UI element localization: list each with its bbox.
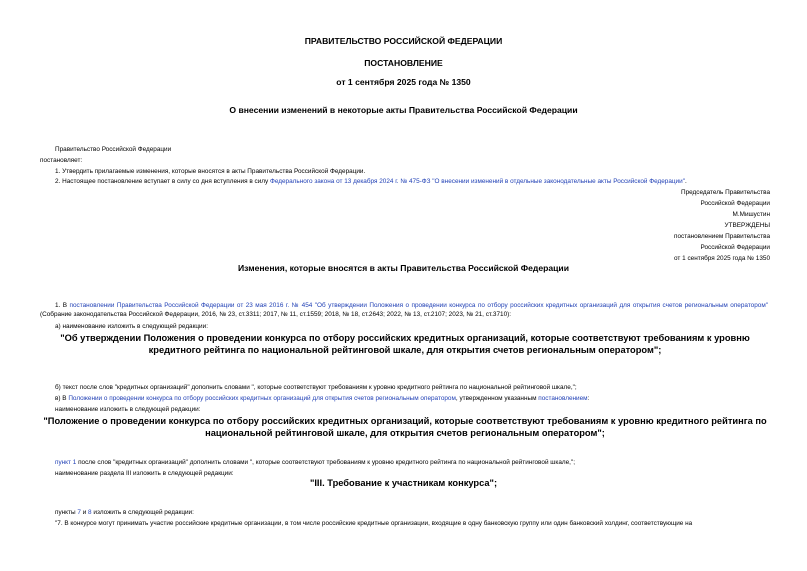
item-v-start: в) В [55, 395, 69, 402]
intro-item-2-text: 2. Настоящее постановление вступает в силу со дня вступления в силу [55, 178, 270, 185]
item-b: б) текст после слов "кредитных организаций" дополнить словами ", которые соответствуют требованиям к уровню кредитного рейтинга по национальной рейтинговой шкале,"; [55, 384, 577, 391]
items-and: и [80, 509, 89, 516]
punkt-1-link[interactable]: пункт 1 [55, 459, 77, 466]
naming-quote: "Положение о проведении конкурса по отбору российских кредитных организаций, которые соответствуют требованиям к уровню кредитного рейтинга по национальной рейтинговой шкале, для открытия счетов региональным оператором"; [43, 416, 767, 438]
section-quote: "III. Требование к участникам конкурса"; [309, 478, 498, 488]
item-a: а) наименование изложить в следующей редакции: [55, 323, 208, 330]
naming-line: наименование изложить в следующей редакции: [55, 406, 201, 413]
changes-title: Изменения, которые вносятся в акты Правительства Российской Федерации [237, 263, 569, 273]
section-naming-line: наименование раздела III изложить в следующей редакции: [55, 470, 234, 477]
government-heading: ПРАВИТЕЛЬСТВО РОССИЙСКОЙ ФЕДЕРАЦИИ [304, 36, 503, 46]
item-a-quote: "Об утверждении Положения о проведении конкурса по отбору российских кредитных организаций, которые соответствуют требованиям к уровню кредитного рейтинга по национальной рейтинговой шкале, для открытия счетов региональным оператором"; [60, 333, 750, 355]
intro-line-1: Правительство Российской Федерации [55, 146, 172, 153]
approval-line-2: постановлением Правительства [674, 233, 770, 240]
items-prefix: пункты [55, 509, 78, 516]
approval-line-1: УТВЕРЖДЕНЫ [724, 222, 770, 229]
approval-line-3: Российской Федерации [700, 244, 770, 251]
regulation-link[interactable]: Положении о проведении конкурса по отбору российских кредитных организаций для открытия счетов региональным оператором [68, 395, 456, 402]
intro-line-2: постановляет: [40, 157, 83, 164]
federal-law-link[interactable]: Федерального закона от 13 декабря 2024 г. № 475-ФЗ "О внесении изменений в отдельные законодательные акты Российской Федерации" [270, 178, 685, 185]
intro-item-2 [55, 177, 687, 186]
intro-item-2-end: . [684, 178, 687, 185]
punkt-7-link[interactable]: 7 [77, 509, 81, 516]
paragraph-1 [40, 301, 768, 319]
paragraph-7: "7. В конкурсе могут принимать участие российские кредитные организации, в том числе российские кредитные организации, входящие в одну банковскую группу или один банковский холдинг, соответствующие на [55, 520, 693, 527]
paragraph-1-start: 1. В [55, 302, 70, 309]
items-7-8-line [55, 508, 194, 517]
item-v [55, 394, 589, 403]
date-number-heading: от 1 сентября 2025 года № 1350 [336, 77, 471, 87]
item-v-middle: , утвержденном указанным [455, 395, 539, 402]
approval-line-4: от 1 сентября 2025 года № 1350 [674, 255, 770, 262]
punkt-8-link[interactable]: 8 [88, 509, 92, 516]
paragraph-1-end: (Собрание законодательства Российской Федерации, 2016, № 23, ст.3311; 2017, № 11, ст.1559; 2018, № 18, ст.2643; 2022, № 13, ст.2107; 2023, № 21, ст.3710): [40, 311, 512, 318]
item-v-end: : [587, 395, 590, 402]
signature-name: М.Мишустин [732, 211, 770, 218]
doc-type-heading: ПОСТАНОВЛЕНИЕ [364, 58, 443, 68]
resolution-454-link[interactable]: постановлении Правительства Российской Федерации от 23 мая 2016 г. № 454 "Об утверждении Положения о проведении конкурса по отбору российских кредитных организаций для открытия счетов региональным оператором" [69, 302, 768, 309]
items-suffix: изложить в следующей редакции: [91, 509, 194, 516]
resolution-link[interactable]: постановлением [538, 395, 588, 402]
document-title: О внесении изменений в некоторые акты Правительства Российской Федерации [229, 105, 578, 115]
signature-position-1: Председатель Правительства [681, 189, 770, 196]
signature-position-2: Российской Федерации [700, 200, 770, 207]
punkt-1-text: после слов "кредитных организаций" дополнить словами ", которые соответствуют требованиям к уровню кредитного рейтинга по национальной рейтинговой шкале,"; [76, 459, 576, 466]
item-punkt-1 [55, 458, 575, 467]
intro-item-1: 1. Утвердить прилагаемые изменения, которые вносятся в акты Правительства Российской Федерации. [55, 168, 366, 175]
